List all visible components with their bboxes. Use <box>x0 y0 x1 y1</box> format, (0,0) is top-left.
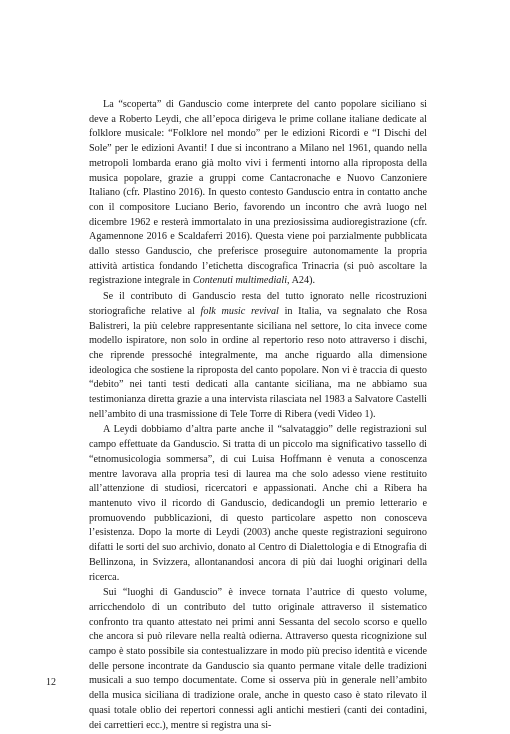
paragraph-1-text-a: La “scoperta” di Ganduscio come interprete del canto popolare siciliano si deve a Roberto Leydi, che all’epoca dirigeva le prime collane italiane dedicate al folklore musicale: “Folklore nel mondo” per le edizioni Ricordi e “I Dischi del Sole” per le edizioni Avanti! I due si incontrano a Milano nel 1961, quando nella metropoli lombarda erano già molto vivi i fermenti intorno alla riproposta della musica popolare, grazie a gruppi come Cantacronache e Nuovo Canzoniere Italiano (cfr. Plastino 2016). In questo contesto Ganduscio entra in contatto anche con il compositore Luciano Berio, favorendo un incontro che avrà luogo nel dicembre 1962 e resterà immortalato in una preziosissima audioregistrazione (cfr. Agamennone 2016 e Scaldaferri 2016). Questa viene poi parzialmente pubblicata dallo stesso Ganduscio, che preferisce proseguire autonomamente la propria attività artistica fondando l’etichetta discografica Trinacria (si può ascoltare la registrazione integrale in <box>89 99 427 287</box>
paragraph-4-text: Sui “luoghi di Ganduscio” è invece tornata l’autrice di questo volume, arricchendolo di un contributo del tutto originale attraverso il sistematico confronto tra quanto attestato nei primi anni Sessanta del secolo scorso e quello che ancora si può rilevare nella realtà odierna. Attraverso questa ricognizione sul campo è stato possibile sia contestualizzare in modo più preciso identità e vicende delle persone incontrate da Ganduscio sia quanto permane vitale delle tradizioni musicali a suo tempo documentate. Come si osserva più in generale nell’ambito della musica siciliana di tradizione orale, anche in questo caso è stato rilevato il quasi totale oblio dei repertori connessi agli antichi mestieri (canti dei contadini, dei carrettieri ecc.), mentre si registra una si- <box>89 587 427 731</box>
paragraph-1 <box>89 98 427 289</box>
paragraph-2 <box>89 290 427 422</box>
paragraph-1-text-b: , A24). <box>287 275 316 287</box>
body-text <box>89 98 427 734</box>
paragraph-3 <box>89 423 427 585</box>
paragraph-4 <box>89 586 427 733</box>
paragraph-3-text: A Leydi dobbiamo d’altra parte anche il “salvataggio” delle registrazioni sul campo effettuate da Ganduscio. Si tratta di un piccolo ma significativo tassello di “etnomusicologia sommersa”, di cui Luisa Hoffmann è venuta a conoscenza mentre lavorava alla propria tesi di laurea ma che solo adesso viene restituito all’attenzione di studiosi, ricercatori e appassionati. Anche chi a Ribera ha mantenuto vivo il ricordo di Ganduscio, dedicandogli un premio letterario e promuovendo pubblicazioni, di questo particolare aspetto non conosceva l’esistenza. Dopo la morte di Leydi (2003) anche queste registrazioni seguirono difatti le sorti del suo archivio, donato al Centro di Dialettologia e di Etnografia di Bellinzona, in Svizzera, allontanandosi ancora di più dai luoghi originari della ricerca. <box>89 424 427 583</box>
paragraph-2-italic-term: folk music revival <box>200 305 279 317</box>
paragraph-1-italic-ref: Contenuti multimediali <box>192 275 288 287</box>
page-number: 12 <box>46 677 56 688</box>
paragraph-2-text-a: Se il contributo di Ganduscio resta del tutto ignorato nelle ricostruzioni storiografiche relative al <box>89 291 427 317</box>
paragraph-2-text-b: in Italia, va segnalato che Rosa Balistreri, la più celebre rappresentante siciliana nel settore, lo cita invece come modello ispiratore, non solo in ordine al repertorio reso noto attraverso i dischi, che riprende pressoché integralmente, ma anche riguardo alla dimensione ideologica che sostiene la riproposta del canto popolare. Non vi è traccia di questo “debito” nei tanti testi dedicati alla cantante siciliana, ma ne abbiamo sua testimonianza diretta grazie a una intervista rilasciata nel 1983 a Salvatore Castelli nell’ambito di una trasmissione di Tele Torre di Ribera (vedi Video 1). <box>89 305 428 420</box>
